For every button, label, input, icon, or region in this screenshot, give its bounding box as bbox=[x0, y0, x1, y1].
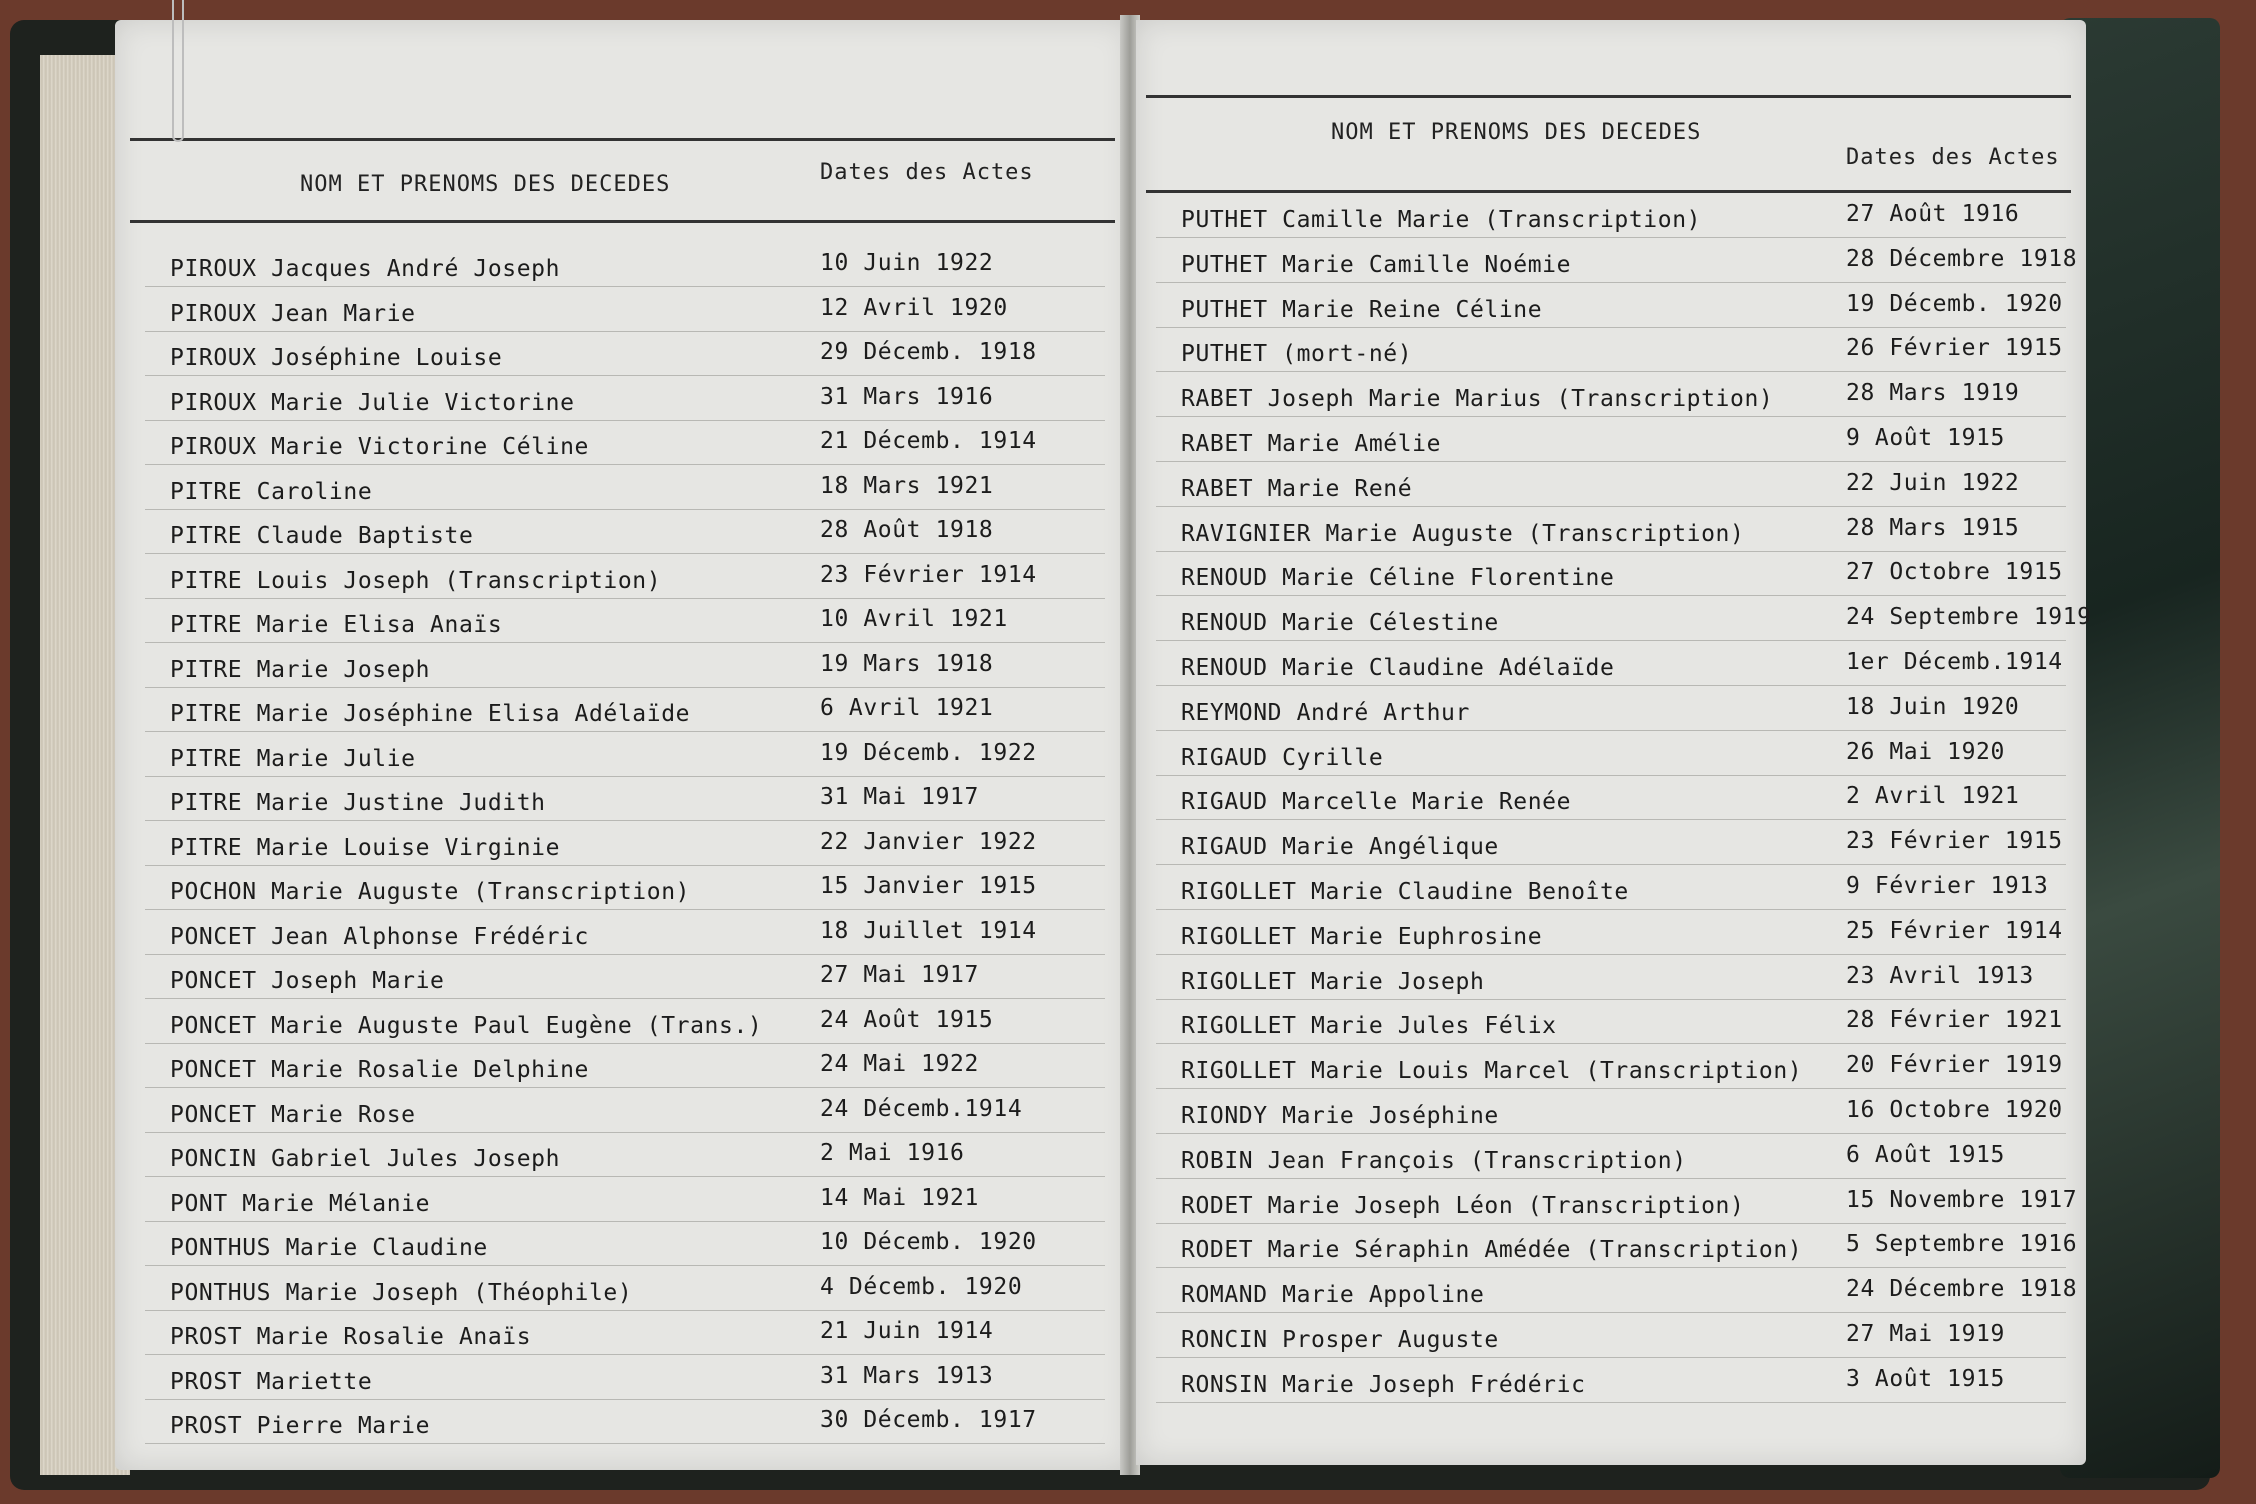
ruled-line bbox=[145, 1043, 1105, 1044]
entry-name: ROBIN Jean François (Transcription) bbox=[1181, 1147, 1687, 1174]
entry-name: PROST Mariette bbox=[170, 1368, 373, 1395]
entry-name: PIROUX Jean Marie bbox=[170, 300, 416, 327]
ruled-line bbox=[1156, 685, 2066, 686]
entry-name: PITRE Marie Joséphine Elisa Adélaïde bbox=[170, 701, 691, 727]
entry-name: RONSIN Marie Joseph Frédéric bbox=[1181, 1371, 1586, 1398]
entry-date: 15 Janvier 1915 bbox=[820, 873, 1037, 899]
ruled-line bbox=[145, 1354, 1105, 1355]
entry-name: PONT Marie Mélanie bbox=[170, 1190, 431, 1217]
left-heading-date: Dates des Actes bbox=[820, 160, 1034, 185]
entry-name: PITRE Marie Louise Virginie bbox=[170, 834, 561, 861]
ruled-line bbox=[145, 1087, 1105, 1088]
entry-date: 24 Septembre 1919 bbox=[1846, 604, 2092, 631]
ruled-line bbox=[1156, 775, 2066, 776]
entry-name: PONCET Jean Alphonse Frédéric bbox=[170, 923, 589, 950]
entry-date: 21 Juin 1914 bbox=[820, 1318, 994, 1344]
entry-name: RIGOLLET Marie Claudine Benoîte bbox=[1181, 879, 1629, 905]
entry-date: 31 Mars 1916 bbox=[820, 383, 994, 410]
entry-name: REYMOND André Arthur bbox=[1181, 699, 1470, 726]
ruled-line bbox=[1156, 1402, 2066, 1403]
entry-name: RENOUD Marie Claudine Adélaïde bbox=[1181, 655, 1615, 681]
entry-date: 28 Mars 1919 bbox=[1846, 380, 2020, 407]
entry-name: PIROUX Jacques André Joseph bbox=[170, 256, 561, 282]
ruled-line bbox=[145, 865, 1105, 866]
header-rule-top bbox=[1146, 95, 2071, 98]
ruled-line bbox=[145, 1132, 1105, 1133]
entry-date: 27 Mai 1917 bbox=[820, 962, 979, 988]
entry-date: 23 Février 1915 bbox=[1846, 828, 2063, 855]
ruled-line bbox=[145, 375, 1105, 376]
entry-name: POCHON Marie Auguste (Transcription) bbox=[170, 879, 691, 905]
entry-date: 1er Décemb.1914 bbox=[1846, 649, 2063, 675]
ruled-line bbox=[145, 731, 1105, 732]
ruled-line bbox=[145, 1310, 1105, 1311]
ruled-line bbox=[1156, 864, 2066, 865]
entry-date: 26 Février 1915 bbox=[1846, 335, 2063, 362]
entry-date: 24 Août 1915 bbox=[820, 1006, 994, 1033]
left-heading-name: NOM ET PRENOMS DES DECEDES bbox=[300, 172, 671, 197]
entry-name: PITRE Louis Joseph (Transcription) bbox=[170, 567, 662, 594]
left-page bbox=[115, 20, 1130, 1470]
ruled-line bbox=[145, 998, 1105, 999]
entry-name: RABET Marie Amélie bbox=[1181, 431, 1442, 457]
entry-name: RODET Marie Séraphin Amédée (Transcription) bbox=[1181, 1237, 1803, 1264]
entry-date: 18 Mars 1921 bbox=[820, 472, 994, 499]
entry-date: 23 Avril 1913 bbox=[1846, 962, 2034, 989]
entry-date: 25 Février 1914 bbox=[1846, 917, 2063, 944]
entry-date: 19 Mars 1918 bbox=[820, 650, 994, 677]
header-rule-bottom bbox=[130, 220, 1115, 223]
entry-name: PITRE Marie Justine Judith bbox=[170, 790, 546, 816]
entry-date: 24 Décembre 1918 bbox=[1846, 1276, 2078, 1303]
header-rule-top bbox=[130, 138, 1115, 141]
entry-date: 6 Août 1915 bbox=[1846, 1141, 2005, 1168]
entry-date: 24 Décemb.1914 bbox=[820, 1095, 1023, 1122]
entry-name: PITRE Marie Elisa Anaïs bbox=[170, 612, 503, 638]
entry-date: 28 Août 1918 bbox=[820, 517, 994, 543]
ruled-line bbox=[1156, 999, 2066, 1000]
entry-name: RAVIGNIER Marie Auguste (Transcription) bbox=[1181, 520, 1745, 547]
entry-date: 10 Avril 1921 bbox=[820, 606, 1008, 632]
entry-name: PROST Marie Rosalie Anaïs bbox=[170, 1324, 532, 1350]
entry-date: 20 Février 1919 bbox=[1846, 1052, 2063, 1079]
entry-name: PONTHUS Marie Claudine bbox=[170, 1235, 488, 1261]
ruled-line bbox=[145, 286, 1105, 287]
entry-date: 27 Mai 1919 bbox=[1846, 1321, 2005, 1347]
entry-date: 28 Mars 1915 bbox=[1846, 514, 2020, 541]
ruled-line bbox=[145, 820, 1105, 821]
ruled-line bbox=[145, 420, 1105, 421]
entry-name: RIGOLLET Marie Louis Marcel (Transcription) bbox=[1181, 1058, 1803, 1085]
ruled-line bbox=[1156, 640, 2066, 641]
ruled-line bbox=[1156, 1312, 2066, 1313]
ruled-line bbox=[1156, 1357, 2066, 1358]
entry-date: 28 Décembre 1918 bbox=[1846, 245, 2078, 272]
entry-date: 30 Décemb. 1917 bbox=[820, 1407, 1037, 1433]
entry-date: 29 Décemb. 1918 bbox=[820, 339, 1037, 365]
header-rule-bottom bbox=[1146, 190, 2071, 193]
entry-date: 14 Mai 1921 bbox=[820, 1184, 979, 1211]
ruled-line bbox=[1156, 1223, 2066, 1224]
entry-date: 2 Avril 1921 bbox=[1846, 783, 2020, 810]
entry-name: PONTHUS Marie Joseph (Théophile) bbox=[170, 1279, 633, 1306]
entry-name: PROST Pierre Marie bbox=[170, 1413, 431, 1439]
entry-name: PITRE Marie Joseph bbox=[170, 656, 431, 683]
ruled-line bbox=[1156, 1133, 2066, 1134]
ruled-line bbox=[145, 1176, 1105, 1177]
ruled-line bbox=[1156, 327, 2066, 328]
ruled-line bbox=[145, 1221, 1105, 1222]
entry-date: 27 Août 1916 bbox=[1846, 201, 2020, 227]
ruled-line bbox=[1156, 1043, 2066, 1044]
ruled-line bbox=[1156, 595, 2066, 596]
entry-date: 18 Juin 1920 bbox=[1846, 693, 2020, 720]
ruled-line bbox=[1156, 730, 2066, 731]
entry-date: 5 Septembre 1916 bbox=[1846, 1231, 2078, 1258]
ruled-line bbox=[1156, 282, 2066, 283]
entry-name: PUTHET Marie Reine Céline bbox=[1181, 296, 1543, 323]
entry-name: PIROUX Marie Julie Victorine bbox=[170, 389, 575, 416]
entry-name: PITRE Marie Julie bbox=[170, 745, 416, 772]
entry-date: 18 Juillet 1914 bbox=[820, 917, 1037, 944]
ruled-line bbox=[145, 776, 1105, 777]
entry-date: 4 Décemb. 1920 bbox=[820, 1273, 1023, 1300]
entry-date: 15 Novembre 1917 bbox=[1846, 1186, 2078, 1213]
entry-name: PUTHET Marie Camille Noémie bbox=[1181, 251, 1572, 278]
ruled-line bbox=[1156, 1267, 2066, 1268]
entry-name: RENOUD Marie Céline Florentine bbox=[1181, 565, 1615, 592]
entry-name: PONCIN Gabriel Jules Joseph bbox=[170, 1146, 561, 1172]
ruled-line bbox=[1156, 954, 2066, 955]
ruled-line bbox=[145, 909, 1105, 910]
ruled-line bbox=[1156, 461, 2066, 462]
entry-name: PITRE Claude Baptiste bbox=[170, 523, 474, 549]
ruled-line bbox=[1156, 237, 2066, 238]
entry-date: 10 Décemb. 1920 bbox=[820, 1229, 1037, 1255]
ruled-line bbox=[1156, 819, 2066, 820]
ruled-line bbox=[1156, 909, 2066, 910]
entry-date: 9 Août 1915 bbox=[1846, 425, 2005, 451]
ruled-line bbox=[1156, 416, 2066, 417]
entry-name: PONCET Marie Rose bbox=[170, 1101, 416, 1128]
entry-date: 26 Mai 1920 bbox=[1846, 738, 2005, 765]
ruled-line bbox=[145, 1399, 1105, 1400]
entry-name: RIONDY Marie Joséphine bbox=[1181, 1103, 1499, 1129]
entry-date: 12 Avril 1920 bbox=[820, 294, 1008, 321]
ruled-line bbox=[145, 331, 1105, 332]
paper-clip bbox=[172, 0, 184, 142]
entry-name: PUTHET (mort-né) bbox=[1181, 341, 1413, 368]
entry-date: 22 Janvier 1922 bbox=[820, 828, 1037, 855]
entry-date: 23 Février 1914 bbox=[820, 561, 1037, 588]
entry-name: RIGOLLET Marie Joseph bbox=[1181, 968, 1485, 995]
right-heading-date: Dates des Actes bbox=[1846, 145, 2060, 170]
entry-date: 9 Février 1913 bbox=[1846, 873, 2049, 899]
ruled-line bbox=[145, 687, 1105, 688]
entry-date: 31 Mars 1913 bbox=[820, 1362, 994, 1389]
entry-name: PIROUX Joséphine Louise bbox=[170, 345, 503, 371]
entry-date: 27 Octobre 1915 bbox=[1846, 559, 2063, 586]
entry-name: RIGOLLET Marie Euphrosine bbox=[1181, 923, 1543, 950]
entry-name: ROMAND Marie Appoline bbox=[1181, 1282, 1485, 1309]
entry-name: PIROUX Marie Victorine Céline bbox=[170, 434, 589, 460]
entry-date: 19 Décemb. 1920 bbox=[1846, 290, 2063, 317]
ruled-line bbox=[145, 464, 1105, 465]
ruled-line bbox=[1156, 371, 2066, 372]
entry-name: RABET Marie René bbox=[1181, 475, 1413, 502]
ruled-line bbox=[1156, 551, 2066, 552]
ruled-line bbox=[145, 598, 1105, 599]
ruled-line bbox=[1156, 506, 2066, 507]
entry-name: PONCET Marie Auguste Paul Eugène (Trans.) bbox=[170, 1012, 763, 1039]
right-page bbox=[1136, 20, 2092, 1465]
entry-name: PUTHET Camille Marie (Transcription) bbox=[1181, 207, 1702, 233]
ruled-line bbox=[145, 1443, 1105, 1444]
ruled-line bbox=[1156, 1178, 2066, 1179]
entry-name: RENOUD Marie Célestine bbox=[1181, 610, 1499, 637]
entry-date: 16 Octobre 1920 bbox=[1846, 1097, 2063, 1123]
entry-name: RIGAUD Marie Angélique bbox=[1181, 834, 1499, 861]
entry-date: 2 Mai 1916 bbox=[820, 1140, 965, 1166]
entry-name: RIGOLLET Marie Jules Félix bbox=[1181, 1013, 1557, 1040]
entry-name: PONCET Marie Rosalie Delphine bbox=[170, 1057, 589, 1083]
entry-name: RONCIN Prosper Auguste bbox=[1181, 1327, 1499, 1353]
entry-name: RODET Marie Joseph Léon (Transcription) bbox=[1181, 1192, 1745, 1219]
entry-date: 28 Février 1921 bbox=[1846, 1007, 2063, 1034]
entry-name: RIGAUD Marcelle Marie Renée bbox=[1181, 789, 1572, 816]
ruled-line bbox=[145, 1265, 1105, 1266]
ruled-line bbox=[145, 954, 1105, 955]
entry-name: PONCET Joseph Marie bbox=[170, 968, 445, 994]
ruled-line bbox=[145, 509, 1105, 510]
entry-name: RABET Joseph Marie Marius (Transcription) bbox=[1181, 386, 1774, 413]
ruled-line bbox=[1156, 1088, 2066, 1089]
entry-date: 10 Juin 1922 bbox=[820, 250, 994, 276]
entry-date: 21 Décemb. 1914 bbox=[820, 428, 1037, 454]
entry-date: 19 Décemb. 1922 bbox=[820, 739, 1037, 766]
entry-date: 31 Mai 1917 bbox=[820, 784, 979, 810]
ruled-line bbox=[145, 553, 1105, 554]
ruled-line bbox=[145, 642, 1105, 643]
right-heading-name: NOM ET PRENOMS DES DECEDES bbox=[1331, 120, 1702, 145]
entry-date: 3 Août 1915 bbox=[1846, 1365, 2005, 1392]
entry-date: 6 Avril 1921 bbox=[820, 695, 994, 721]
entry-name: PITRE Caroline bbox=[170, 478, 373, 505]
entry-date: 24 Mai 1922 bbox=[820, 1051, 979, 1077]
entry-date: 22 Juin 1922 bbox=[1846, 469, 2020, 496]
entry-name: RIGAUD Cyrille bbox=[1181, 744, 1384, 771]
